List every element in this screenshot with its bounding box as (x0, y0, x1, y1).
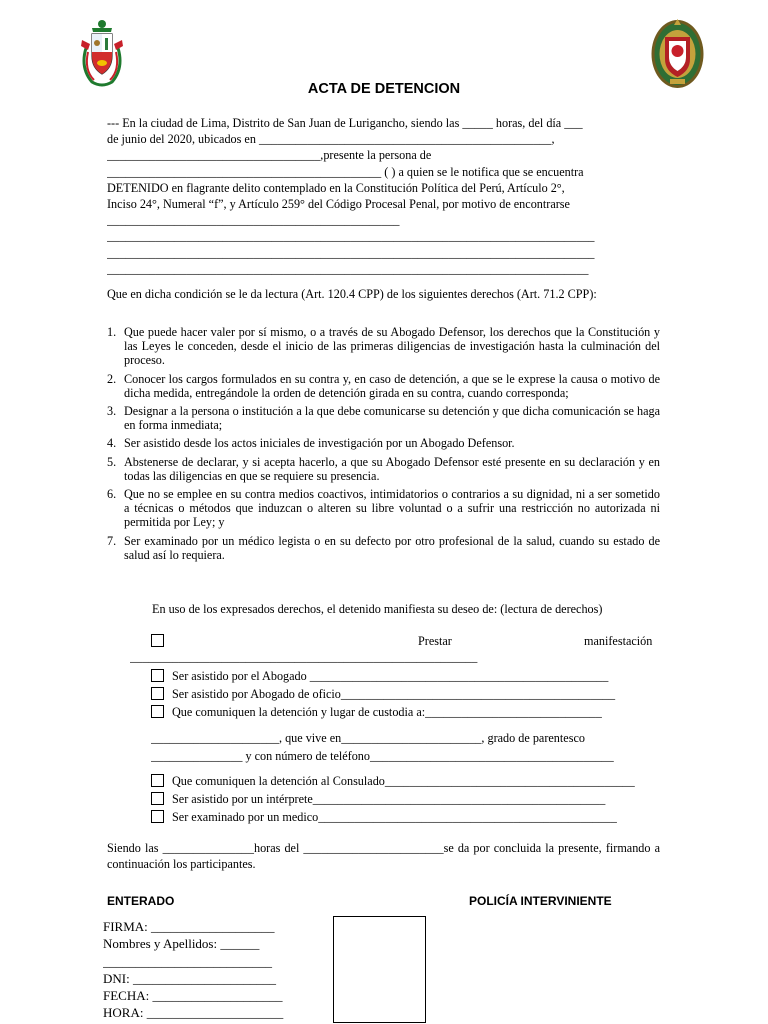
intro-line: ________________________________________________ (107, 213, 400, 228)
right-text: Ser asistido desde los actos iniciales de investigación por un Abogado Defensor. (124, 436, 515, 451)
intro-line: ___________________________________,presente la persona de (107, 148, 432, 163)
option-custodia (151, 705, 602, 720)
intro-line: --- En la ciudad de Lima, Distrito de San Juan de Lurigancho, siendo las _____ horas, del día ___ (107, 116, 583, 130)
right-text: Ser examinado por un médico legista o en su defecto por otro profesional de la salud, cuando su estado de salud así lo requiera. (124, 533, 660, 562)
right-number: 3. (107, 404, 117, 419)
right-item (107, 325, 660, 368)
peru-coat-of-arms-logo (78, 18, 126, 88)
closing-paragraph: Siendo las _______________horas del _______________________se da por concluida la presente, firmando a continuación los participantes. (107, 841, 660, 872)
firma-field[interactable]: FIRMA: ___________________ (103, 919, 275, 934)
right-item (107, 534, 660, 562)
rights-intro: Que en dicha condición se le da lectura (Art. 120.4 CPP) de los siguientes derechos (Art. 71.2 CPP): (107, 287, 597, 301)
option-medico (151, 810, 617, 825)
right-item (107, 404, 660, 432)
abogado-checkbox[interactable] (151, 669, 164, 682)
option-abogado-oficio (151, 687, 615, 702)
right-number: 1. (107, 325, 117, 339)
right-number: 6. (107, 487, 117, 502)
prestar-line: _________________________________________________________ (130, 650, 478, 664)
intro-line: ________________________________________________________________________________ (107, 245, 595, 260)
option-label: Ser asistido por un intérprete________________________________________________ (172, 792, 606, 806)
option-interprete (151, 792, 605, 807)
dni-field[interactable]: DNI: ______________________ (103, 970, 276, 986)
police-emblem-logo (650, 15, 705, 90)
enterado-heading: ENTERADO (107, 894, 175, 908)
intro-paragraph (107, 115, 660, 277)
right-text: Designar a la persona o institución a la que debe comunicarse su detención y que dicha comunicación se haga en forma inmediata; (124, 404, 660, 433)
right-text: Abstenerse de declarar, y si acepta hacerlo, a que su Abogado Defensor esté presente en su declaración y en todas las diligencias en que se requiere su presencia. (124, 454, 660, 483)
option-label: Ser asistido por el Abogado _________________________________________________ (172, 669, 609, 683)
intro-line: de junio del 2020, ubicados en ________________________________________________, (107, 132, 555, 147)
right-text: Que puede hacer valer por sí mismo, o a través de su Abogado Defensor, los derechos que la Constitución y las Leyes le conceden, desde el inicio de las primeras diligencias de investigación hasta la culminación del proceso. (124, 325, 660, 368)
intro-line: _______________________________________________________________________________ (107, 261, 589, 276)
option-label: Que comuniquen la detención y lugar de custodia a:_____________________________ (172, 705, 602, 719)
option-label: Ser examinado por un medico_________________________________________________ (172, 810, 617, 824)
manifestacion-label: manifestación (584, 634, 653, 648)
right-number: 4. (107, 436, 117, 451)
vive-line-2: _______________ y con número de teléfono________________________________________ (151, 749, 614, 763)
fecha-field[interactable]: FECHA: ____________________ (103, 988, 283, 1004)
policia-heading: POLICÍA INTERVINIENTE (469, 894, 612, 908)
right-item (107, 455, 660, 483)
fingerprint-box (333, 916, 426, 1023)
medico-checkbox[interactable] (151, 810, 164, 823)
nombres-line[interactable]: __________________________ (103, 953, 272, 969)
right-number: 2. (107, 371, 117, 386)
option-consulado (151, 774, 635, 789)
option-abogado (151, 669, 608, 684)
intro-line: Inciso 24°, Numeral “f”, y Artículo 259° del Código Procesal Penal, por motivo de encontrarse (107, 197, 570, 212)
right-item (107, 372, 660, 400)
prestar-label: Prestar (418, 634, 452, 648)
nombres-field[interactable]: Nombres y Apellidos: ______ (103, 936, 260, 952)
option-label: Que comuniquen la detención al Consulado_________________________________________ (172, 774, 635, 788)
interprete-checkbox[interactable] (151, 792, 164, 805)
abogado-oficio-checkbox[interactable] (151, 687, 164, 700)
right-text: Que no se emplee en su contra medios coactivos, intimidatorios o contrarios a su dignidad, ni a ser sometido a técnicas o métodos que induzcan o alteren su libre voluntad o a sufrir una restricción no autorizada ni permitida por Ley; y (124, 487, 660, 530)
consulado-checkbox[interactable] (151, 774, 164, 787)
rights-list (107, 325, 660, 562)
right-item (107, 487, 660, 530)
vive-line-1: _____________________, que vive en_______________________, grado de parentesco (151, 731, 585, 745)
use-rights-text: En uso de los expresados derechos, el detenido manifiesta su deseo de: (lectura de derechos) (152, 602, 603, 616)
intro-line: ________________________________________________________________________________ (107, 229, 595, 244)
right-number: 7. (107, 533, 117, 548)
custodia-checkbox[interactable] (151, 705, 164, 718)
hora-field[interactable]: HORA: _____________________ (103, 1005, 284, 1021)
right-number: 5. (107, 454, 117, 469)
intro-line: _____________________________________________ ( ) a quien se le notifica que se encuentra (107, 164, 584, 179)
page-title: ACTA DE DETENCION (307, 81, 461, 97)
right-text: Conocer los cargos formulados en su contra y, en caso de detención, a que se le exprese la causa o motivo de dicha medida, entregándole la orden de detención girada en su contra, cuando corresponda; (124, 371, 660, 400)
prestar-checkbox[interactable] (151, 634, 172, 649)
signature-block (103, 918, 313, 1022)
intro-line: DETENIDO en flagrante delito contemplado en la Constitución Política del Perú, Artículo 2°, (107, 180, 565, 195)
option-label: Ser asistido por Abogado de oficio_____________________________________________ (172, 687, 616, 701)
right-item (107, 436, 660, 450)
